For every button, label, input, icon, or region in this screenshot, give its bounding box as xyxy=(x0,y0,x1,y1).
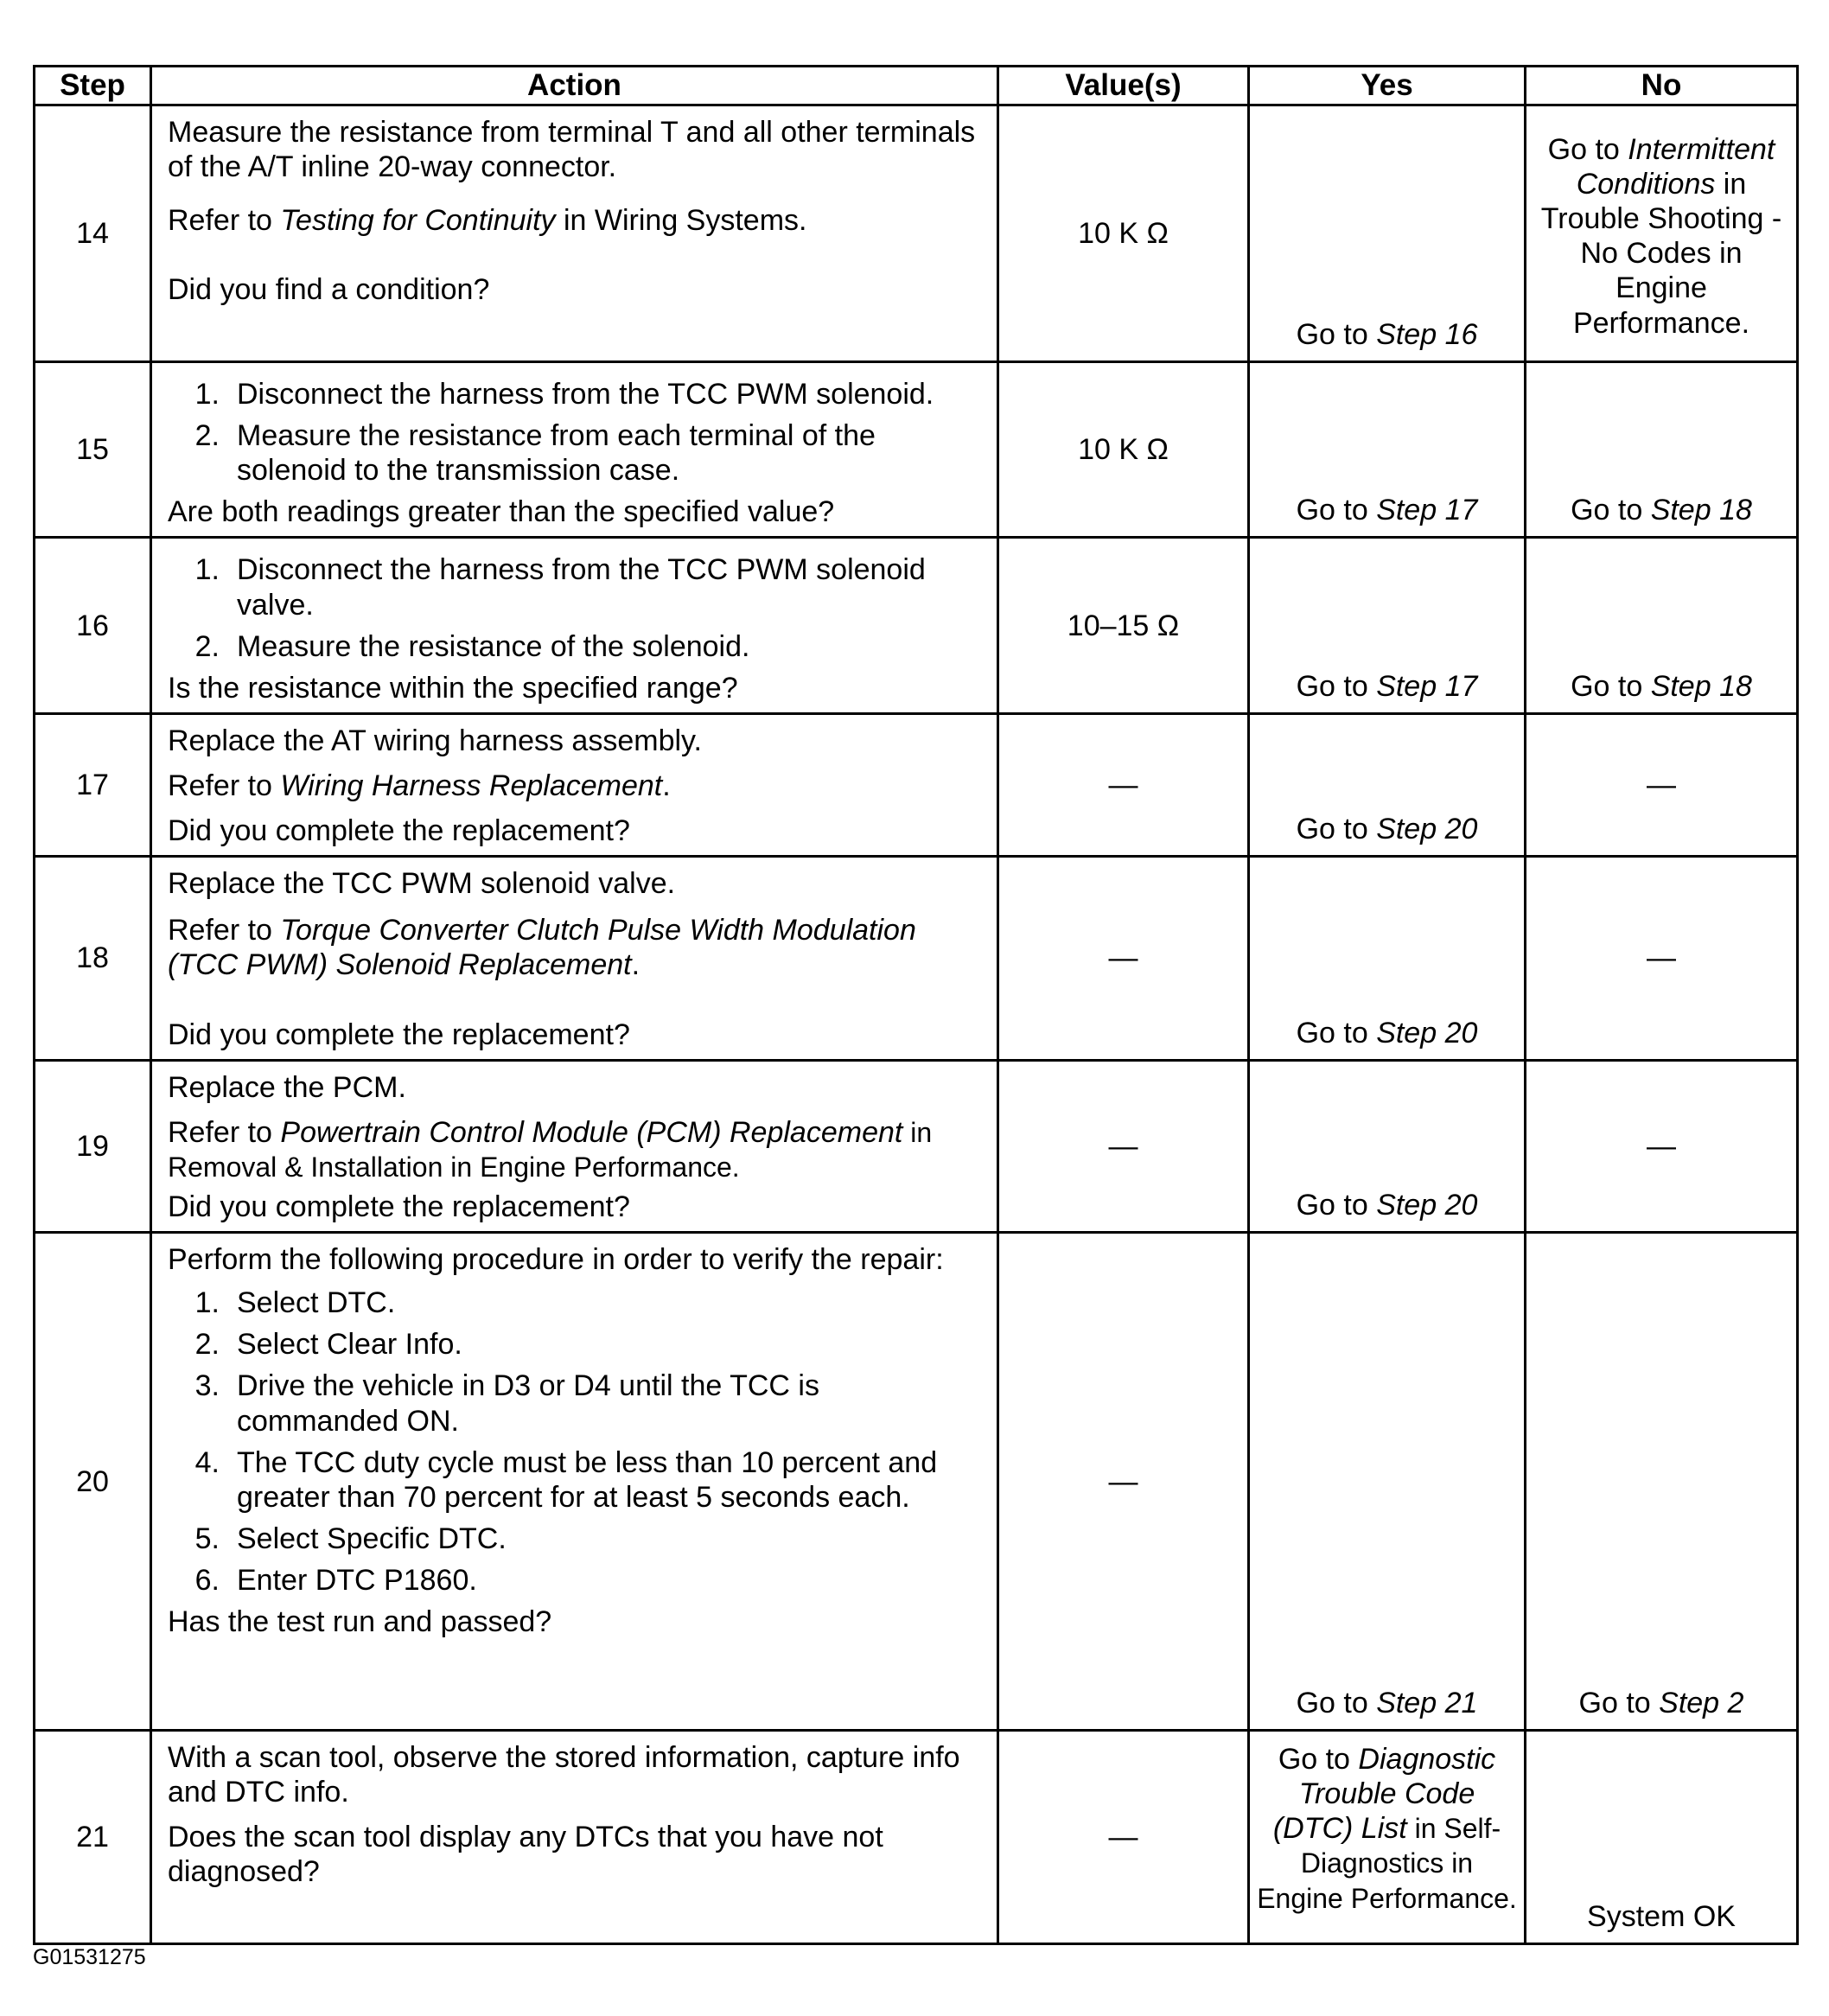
action-text: Replace the TCC PWM solenoid valve. xyxy=(168,867,676,901)
no-cell: Go to Step 18 xyxy=(1526,362,1798,538)
no-cell: Go to Step 18 xyxy=(1526,538,1798,713)
action-text: Perform the following procedure in order to verify the repair: xyxy=(168,1243,944,1277)
value-cell: — xyxy=(998,1731,1249,1944)
step-link: Step 2 xyxy=(1659,1686,1744,1719)
action-text: Measure the resistance from terminal T and all other terminals of the A/T inline 20-way connector. xyxy=(168,116,976,184)
yes-cell: Go to Step 20 xyxy=(1249,713,1526,856)
yes-cell: Go to Diagnostic Trouble Code (DTC) List in Self-Diagnostics in Engine Performance. xyxy=(1249,1731,1526,1944)
action-cell xyxy=(151,538,998,713)
action-question: Did you find a condition? xyxy=(168,273,490,307)
step-link: Step 20 xyxy=(1376,813,1478,846)
value-cell: — xyxy=(998,857,1249,1060)
action-reference: Refer to Torque Converter Clutch Pulse Width Modulation (TCC PWM) Solenoid Replacement. xyxy=(168,914,916,982)
step-number: 15 xyxy=(35,362,151,538)
action-question: Does the scan tool display any DTCs that you have not diagnosed? xyxy=(168,1821,883,1889)
action-reference: Refer to Testing for Continuity in Wiring Systems. xyxy=(168,204,807,238)
yes-cell: Go to Step 21 xyxy=(1249,1233,1526,1731)
header-values: Value(s) xyxy=(998,67,1249,105)
table-row xyxy=(35,105,1798,362)
no-cell: — xyxy=(1526,857,1798,1060)
list-item: 5. Select Specific DTC. xyxy=(194,1522,507,1555)
table-row xyxy=(35,1731,1798,1944)
step-link: Step 20 xyxy=(1376,1188,1478,1222)
no-cell: System OK xyxy=(1526,1731,1798,1944)
action-reference: Refer to Powertrain Control Module (PCM) Replacement in Removal & Installation in Engine Performance. xyxy=(168,1115,933,1183)
table-row xyxy=(35,1233,1798,1731)
action-text: Replace the AT wiring harness assembly. xyxy=(168,724,702,757)
list-item: 6. Enter DTC P1860. xyxy=(194,1563,477,1597)
step-number: 17 xyxy=(35,713,151,856)
value-cell: 10–15 Ω xyxy=(998,538,1249,713)
step-link: Step 16 xyxy=(1376,317,1478,351)
step-link: Step 18 xyxy=(1650,669,1752,703)
list-item: 1. Disconnect the harness from the TCC PWM solenoid. xyxy=(194,378,934,411)
value-cell: — xyxy=(998,1060,1249,1232)
figure-id: G01531275 xyxy=(33,1945,146,1969)
value-cell: — xyxy=(998,713,1249,856)
procedure-list xyxy=(168,377,985,488)
value-cell: 10 K Ω xyxy=(998,105,1249,362)
step-number: 16 xyxy=(35,538,151,713)
table-row xyxy=(35,713,1798,856)
reference-link: Wiring Harness Replacement xyxy=(280,769,663,802)
step-number: 18 xyxy=(35,857,151,1060)
list-item: 4. The TCC duty cycle must be less than 10 percent and greater than 70 percent for at least 5 seconds each. xyxy=(194,1445,938,1514)
table-row xyxy=(35,857,1798,1060)
step-link: Step 18 xyxy=(1650,494,1752,527)
list-item: 3. Drive the vehicle in D3 or D4 until the TCC is commanded ON. xyxy=(194,1369,819,1438)
no-cell: — xyxy=(1526,713,1798,856)
list-item: 2. Select Clear Info. xyxy=(194,1328,462,1362)
list-item: 2. Measure the resistance from each terminal of the solenoid to the transmission case. xyxy=(194,419,876,488)
action-cell xyxy=(151,857,998,1060)
table-row xyxy=(35,362,1798,538)
no-cell: Go to Intermittent Conditions in Trouble Shooting - No Codes in Engine Performance. xyxy=(1526,105,1798,362)
list-item: 1. Disconnect the harness from the TCC PWM solenoid valve. xyxy=(194,553,926,622)
reference-link: Powertrain Control Module (PCM) Replacement xyxy=(280,1115,903,1149)
reference-link: Intermittent Conditions xyxy=(1576,133,1775,201)
step-number: 19 xyxy=(35,1060,151,1232)
step-link: Step 17 xyxy=(1376,494,1478,527)
header-action: Action xyxy=(151,67,998,105)
yes-cell: Go to Step 16 xyxy=(1249,105,1526,362)
action-cell xyxy=(151,1060,998,1232)
step-number: 20 xyxy=(35,1233,151,1731)
header-step: Step xyxy=(35,67,151,105)
table-row xyxy=(35,1060,1798,1232)
action-cell xyxy=(151,1233,998,1731)
header-yes: Yes xyxy=(1249,67,1526,105)
value-cell: 10 K Ω xyxy=(998,362,1249,538)
step-number: 14 xyxy=(35,105,151,362)
diagnostic-table xyxy=(33,65,1799,1945)
action-question: Is the resistance within the specified range? xyxy=(168,671,738,705)
action-question: Are both readings greater than the specified value? xyxy=(168,495,835,529)
step-link: Step 20 xyxy=(1376,1016,1478,1049)
no-cell: — xyxy=(1526,1060,1798,1232)
table-row xyxy=(35,538,1798,713)
reference-link: Testing for Continuity xyxy=(280,204,556,238)
header-no: No xyxy=(1526,67,1798,105)
action-question: Has the test run and passed? xyxy=(168,1605,552,1639)
action-text: Replace the PCM. xyxy=(168,1070,406,1104)
action-question: Did you complete the replacement? xyxy=(168,1018,630,1051)
action-question: Did you complete the replacement? xyxy=(168,814,630,848)
reference-link: Torque Converter Clutch Pulse Width Modulation (TCC PWM) Solenoid Replacement xyxy=(168,914,916,982)
list-item: 2. Measure the resistance of the solenoid. xyxy=(194,629,750,663)
no-cell: Go to Step 2 xyxy=(1526,1233,1798,1731)
yes-cell: Go to Step 17 xyxy=(1249,362,1526,538)
reference-link: Diagnostic Trouble Code (DTC) List xyxy=(1272,1743,1496,1846)
action-reference: Refer to Wiring Harness Replacement. xyxy=(168,769,671,802)
yes-cell: Go to Step 20 xyxy=(1249,857,1526,1060)
step-link: Step 21 xyxy=(1376,1686,1478,1719)
procedure-list xyxy=(168,1286,985,1598)
value-cell: — xyxy=(998,1233,1249,1731)
procedure-list xyxy=(168,552,985,663)
action-text: With a scan tool, observe the stored information, capture info and DTC info. xyxy=(168,1741,960,1809)
action-cell xyxy=(151,713,998,856)
list-item: 1. Select DTC. xyxy=(194,1286,396,1320)
step-link: Step 17 xyxy=(1376,669,1478,703)
action-cell xyxy=(151,105,998,362)
step-number: 21 xyxy=(35,1731,151,1944)
action-cell xyxy=(151,1731,998,1944)
header-row xyxy=(35,67,1798,105)
action-cell xyxy=(151,362,998,538)
yes-cell: Go to Step 20 xyxy=(1249,1060,1526,1232)
action-question: Did you complete the replacement? xyxy=(168,1190,630,1223)
yes-cell: Go to Step 17 xyxy=(1249,538,1526,713)
